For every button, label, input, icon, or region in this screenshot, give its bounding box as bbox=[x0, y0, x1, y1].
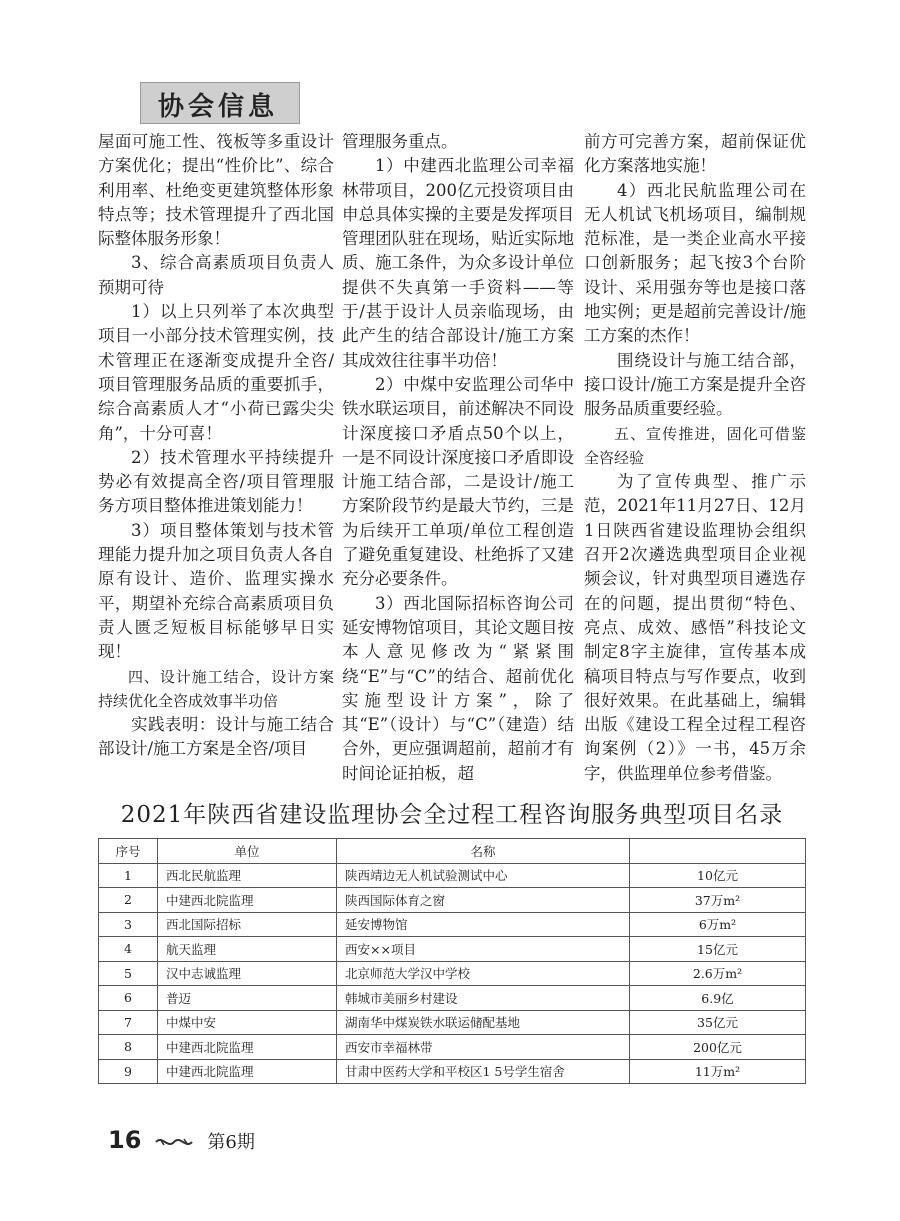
paragraph: 屋面可施工性、筏板等多重设计方案优化；提出“性价比”、综合利用率、杜绝变更建筑整体形象特点等；技术管理提升了西北国际整体服务形象！ bbox=[98, 132, 334, 249]
paragraph: 前方可完善方案，超前保证优化方案落地实施！ bbox=[584, 132, 806, 176]
cell-name: 西安市幸福林带 bbox=[337, 1035, 630, 1060]
page-footer bbox=[108, 1126, 255, 1154]
paragraph: 3）西北国际招标咨询公司延安博物馆项目，其论文题目按本人意见修改为“紧紧围绕“E”与“C”的结合、超前优化实施型设计方案”，除了其“E”（设计）与“C”（建造）结合外，更应强调超前，超前才有时间论证拍板，超 bbox=[342, 593, 574, 783]
header-amount bbox=[630, 839, 806, 864]
cell-unit: 航天监理 bbox=[158, 937, 337, 962]
cell-amount: 11万m² bbox=[630, 1059, 806, 1084]
table-row bbox=[99, 937, 806, 962]
paragraph: 1）中建西北监理公司幸福林带项目，200亿元投资项目由申总具体实操的主要是发挥项目管理团队驻在现场，贴近实际地质、施工条件，为众多设计单位提供不失真第一手资料——等于/甚于设计人员亲临现场，由此产生的结合部设计/施工方案其成效往往事半功倍！ bbox=[342, 156, 574, 370]
cell-unit: 中建西北院监理 bbox=[158, 1035, 337, 1060]
paragraph: 实践表明：设计与施工结合部设计/施工方案是全咨/项目 bbox=[98, 715, 334, 759]
decorative-flourish-icon bbox=[154, 1135, 194, 1149]
paragraph: 3）项目整体策划与技术管理能力提升加之项目负责人各自原有设计、造价、监理实操水平，期望补充综合高素质项目负责人匮乏短板目标能够早日实现！ bbox=[98, 520, 334, 662]
table-header-row bbox=[99, 839, 806, 864]
cell-unit: 中煤中安 bbox=[158, 1010, 337, 1035]
page-number: 16 bbox=[108, 1126, 142, 1154]
table-row bbox=[99, 1010, 806, 1035]
cell-no: 8 bbox=[99, 1035, 158, 1060]
cell-amount: 15亿元 bbox=[630, 937, 806, 962]
cell-name: 甘肃中医药大学和平校区1 5号学生宿舍 bbox=[337, 1059, 630, 1084]
header-unit: 单位 bbox=[158, 839, 337, 864]
cell-name: 韩城市美丽乡村建设 bbox=[337, 986, 630, 1011]
paragraph: 为了宣传典型、推广示范，2021年11月27日、12月1日陕西省建设监理协会组织召开2次遴选典型项目企业视频会议，针对典型项目遴选存在的问题，提出贯彻“特色、亮点、成效、感悟”科技论文制定8字主旋律，宣传基本成稿项目特点与写作要点，收到很好效果。在此基础上，编辑出版《建设工程全过程工程咨询案例（2）》一书，45万余字，供监理单位参考借鉴。 bbox=[584, 472, 806, 783]
cell-no: 9 bbox=[99, 1059, 158, 1084]
cell-name: 延安博物馆 bbox=[337, 912, 630, 937]
header-name: 名称 bbox=[337, 839, 630, 864]
section-subheading: 五、宣传推进，固化可借鉴全咨经验 bbox=[584, 424, 806, 467]
cell-name: 西安××项目 bbox=[337, 937, 630, 962]
cell-amount: 35亿元 bbox=[630, 1010, 806, 1035]
cell-amount: 10亿元 bbox=[630, 863, 806, 888]
table-row bbox=[99, 888, 806, 913]
cell-no: 7 bbox=[99, 1010, 158, 1035]
table-row bbox=[99, 863, 806, 888]
table-row bbox=[99, 912, 806, 937]
text-column-2 bbox=[342, 130, 574, 786]
table-row bbox=[99, 986, 806, 1011]
table-row bbox=[99, 1035, 806, 1060]
cell-name: 陕西国际体育之窗 bbox=[337, 888, 630, 913]
cell-amount: 2.6万m² bbox=[630, 961, 806, 986]
paragraph: 3、综合高素质项目负责人预期可待 bbox=[98, 253, 334, 297]
cell-amount: 37万m² bbox=[630, 888, 806, 913]
cell-unit: 中建西北院监理 bbox=[158, 888, 337, 913]
section-subheading: 四、设计施工结合，设计方案持续优化全咨成效事半功倍 bbox=[98, 667, 334, 710]
cell-amount: 6万m² bbox=[630, 912, 806, 937]
cell-name: 北京师范大学汉中学校 bbox=[337, 961, 630, 986]
issue-label: 第6期 bbox=[207, 1132, 255, 1153]
cell-unit: 西北国际招标 bbox=[158, 912, 337, 937]
header-no: 序号 bbox=[99, 839, 158, 864]
paragraph: 2）技术管理水平持续提升势必有效提高全咨/项目管理服务方项目整体推进策划能力！ bbox=[98, 447, 334, 516]
cell-no: 5 bbox=[99, 961, 158, 986]
cell-no: 2 bbox=[99, 888, 158, 913]
table-title: 2021年陕西省建设监理协会全过程工程咨询服务典型项目名录 bbox=[120, 802, 784, 828]
cell-unit: 汉中志诚监理 bbox=[158, 961, 337, 986]
cell-no: 1 bbox=[99, 863, 158, 888]
section-title: 协会信息 bbox=[158, 92, 279, 122]
cell-name: 陕西靖边无人机试验测试中心 bbox=[337, 863, 630, 888]
table-row bbox=[99, 961, 806, 986]
cell-no: 3 bbox=[99, 912, 158, 937]
cell-no: 4 bbox=[99, 937, 158, 962]
paragraph: 管理服务重点。 bbox=[342, 132, 458, 151]
paragraph: 围绕设计与施工结合部，接口设计/施工方案是提升全咨服务品质重要经验。 bbox=[584, 350, 806, 419]
table-row bbox=[99, 1059, 806, 1084]
cell-unit: 普迈 bbox=[158, 986, 337, 1011]
paragraph: 1）以上只列举了本次典型项目一小部分技术管理实例，技术管理正在逐渐变成提升全咨/项目管理服务品质的重要抓手，综合高素质人才“小荷已露尖尖角”，十分可喜！ bbox=[98, 302, 334, 443]
cell-name: 湖南华中煤炭铁水联运储配基地 bbox=[337, 1010, 630, 1035]
project-list-table bbox=[98, 838, 806, 1084]
cell-amount: 6.9亿 bbox=[630, 986, 806, 1011]
text-column-3 bbox=[584, 130, 806, 786]
cell-unit: 中建西北院监理 bbox=[158, 1059, 337, 1084]
cell-unit: 西北民航监理 bbox=[158, 863, 337, 888]
cell-no: 6 bbox=[99, 986, 158, 1011]
cell-amount: 200亿元 bbox=[630, 1035, 806, 1060]
text-column-1 bbox=[98, 130, 334, 762]
paragraph: 2）中煤中安监理公司华中铁水联运项目，前述解决不同设计深度接口矛盾点50个以上，一是不同设计深度接口矛盾即设计施工结合部，二是设计/施工方案阶段节约是最大节约，三是为后续开工单项/单位工程创造了避免重复建设、杜绝拆了又建充分必要条件。 bbox=[342, 374, 574, 589]
paragraph: 4）西北民航监理公司在无人机试飞机场项目，编制规范标准，是一类企业高水平接口创新服务；起飞按3个台阶设计、采用强夯等也是接口落地实例；更是超前完善设计/施工方案的杰作！ bbox=[584, 180, 806, 346]
